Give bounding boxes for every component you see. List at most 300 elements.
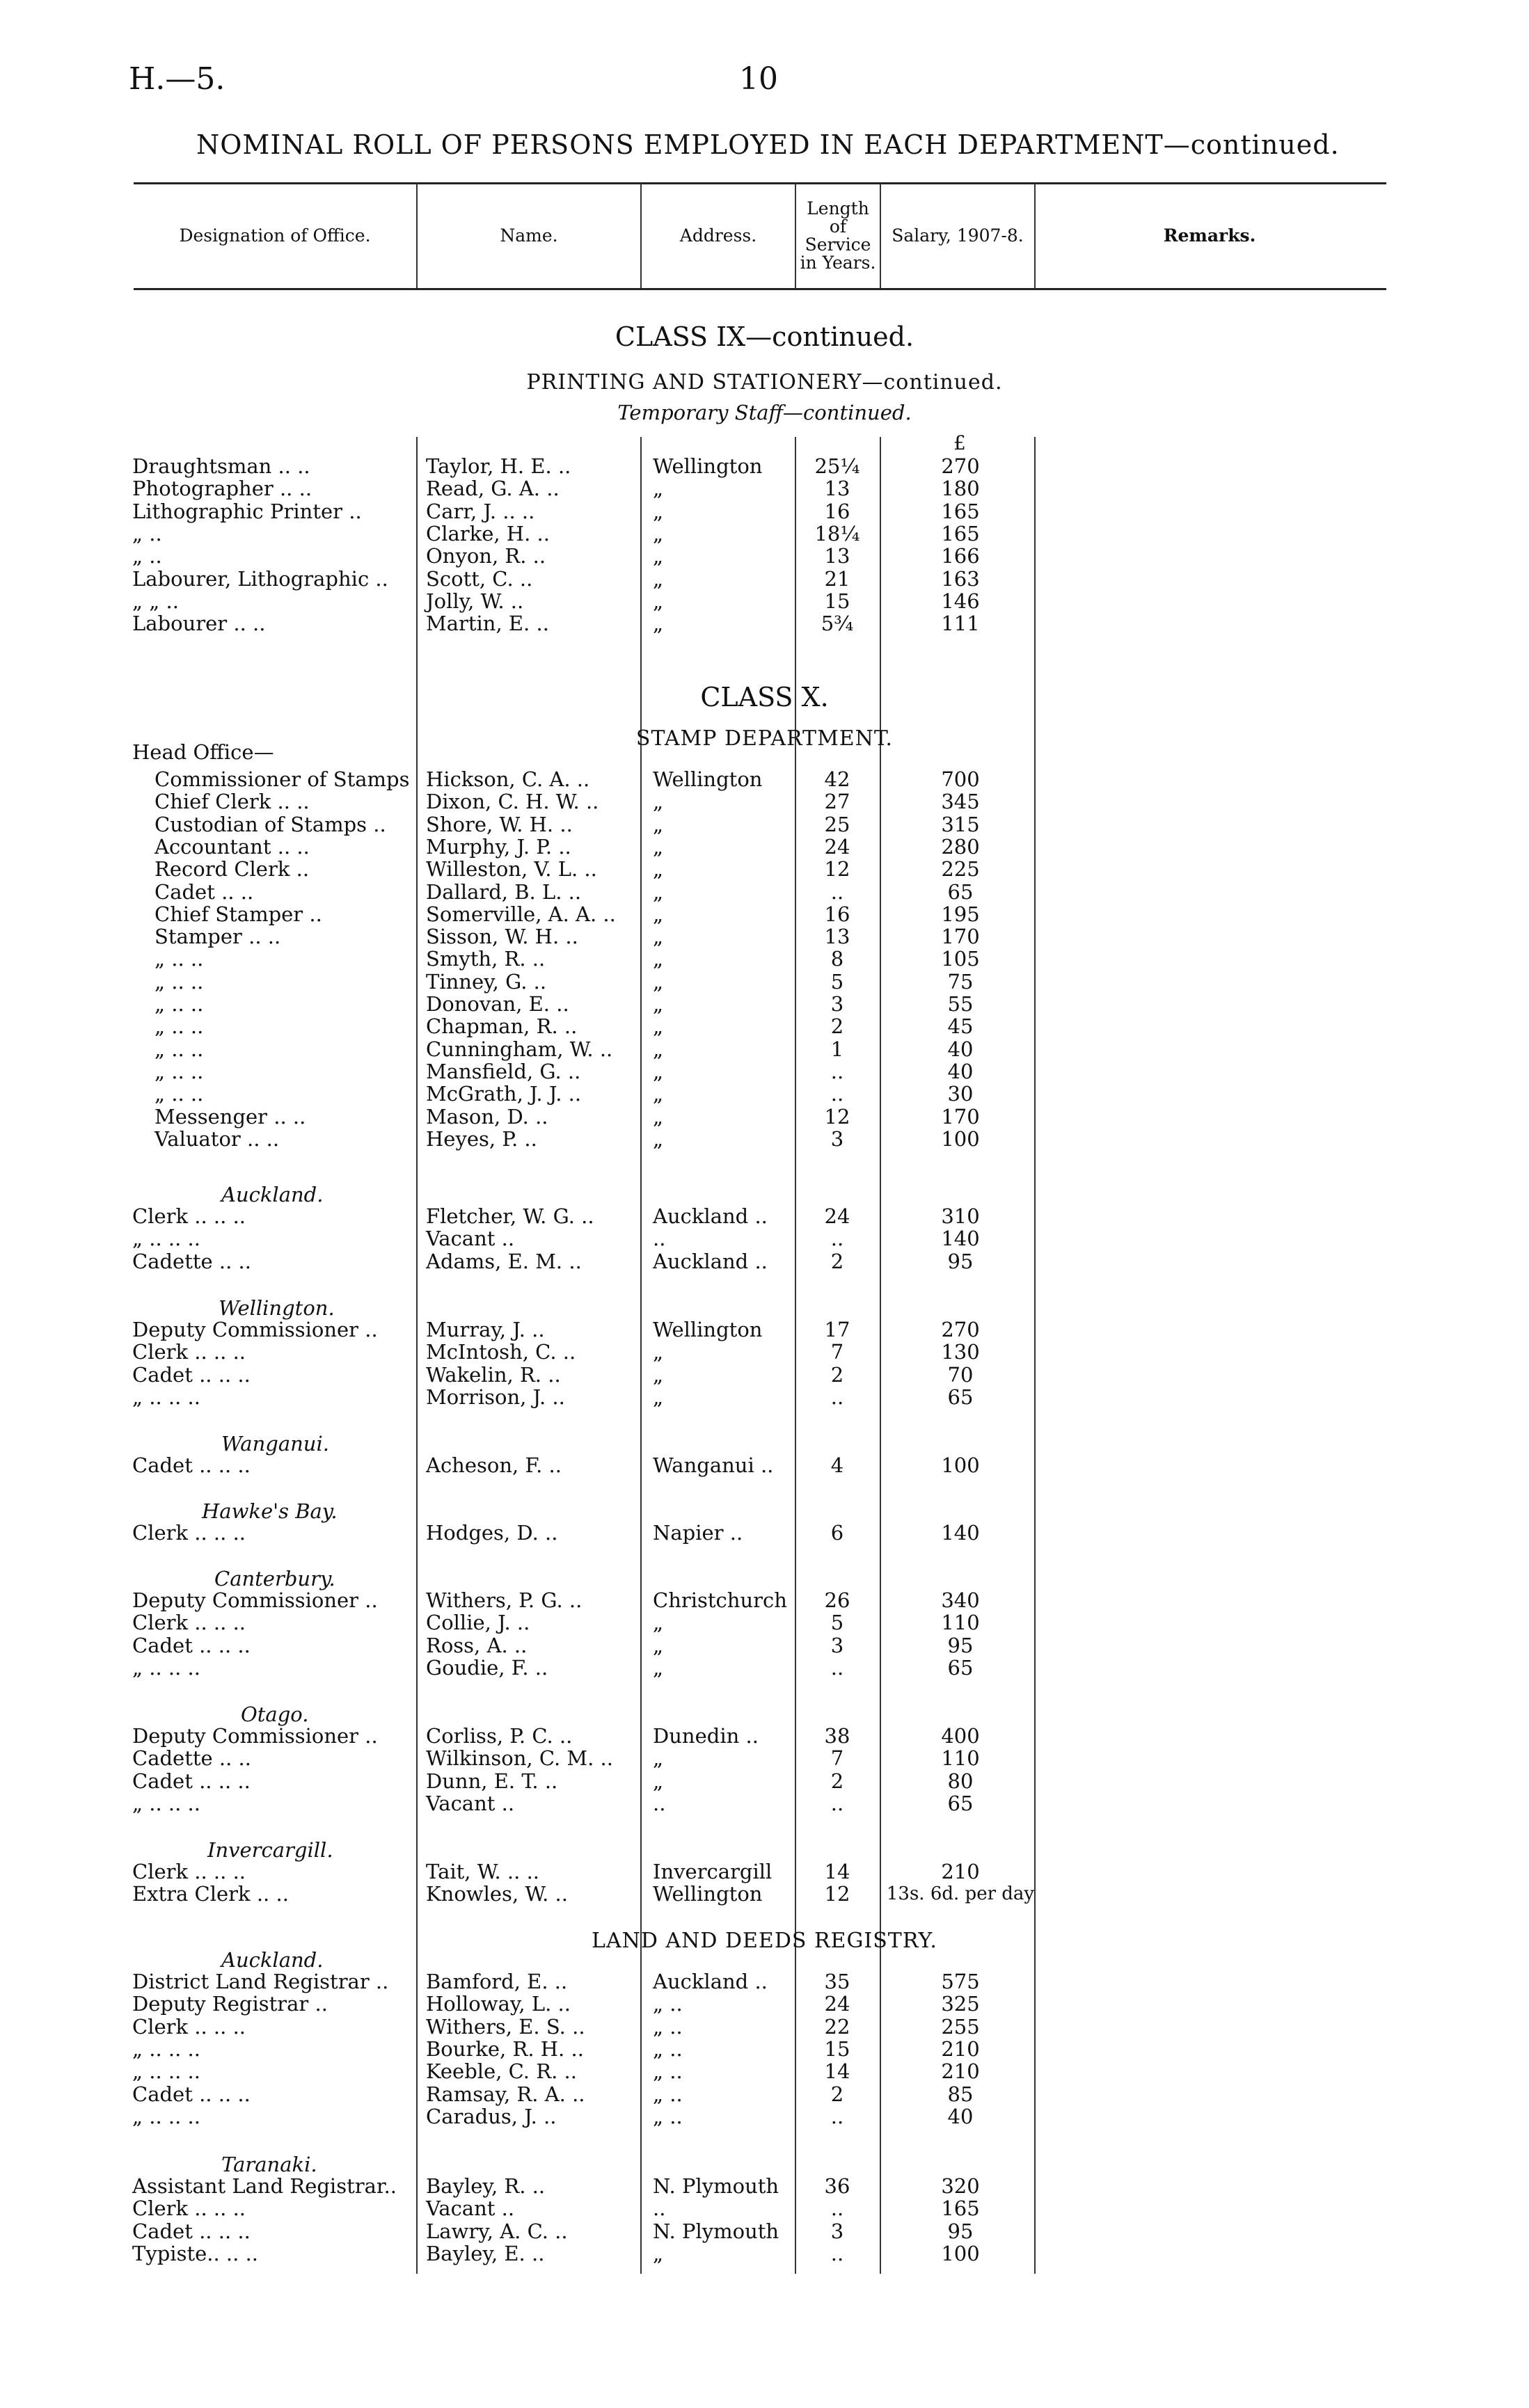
designation-cell: „ .. .. bbox=[155, 1059, 204, 1083]
address-cell: Wellington bbox=[653, 1318, 763, 1341]
designation-cell: Commissioner of Stamps bbox=[155, 767, 410, 791]
salary-cell: 85 bbox=[947, 2082, 974, 2106]
name-cell: Keeble, C. R. .. bbox=[426, 2059, 577, 2084]
designation-cell: „ .. .. bbox=[155, 969, 204, 994]
designation-cell: Clerk .. .. .. bbox=[132, 2196, 246, 2221]
address-cell: Wellington bbox=[653, 767, 763, 791]
designation-cell: Cadet .. .. .. bbox=[132, 1362, 251, 1387]
designation-cell: Clerk .. .. .. bbox=[132, 1204, 246, 1228]
table-row bbox=[0, 1318, 1529, 1341]
address-cell: „ bbox=[653, 879, 664, 904]
name-cell: Sisson, W. H. .. bbox=[426, 925, 578, 949]
address-cell: „ .. bbox=[653, 2014, 683, 2039]
service-years-cell: 14 bbox=[824, 2059, 850, 2084]
service-years-cell: 3 bbox=[830, 1633, 844, 1657]
table-row bbox=[0, 1993, 1529, 2015]
salary-cell: 575 bbox=[941, 1970, 980, 1993]
column-header-remarks: Remarks. bbox=[1163, 225, 1256, 246]
designation-cell: Cadet .. .. .. bbox=[132, 1453, 251, 1477]
designation-cell: Chief Stamper .. bbox=[155, 902, 322, 926]
name-cell: Vacant .. bbox=[426, 2196, 515, 2221]
designation-cell: Deputy Commissioner .. bbox=[132, 1588, 378, 1612]
name-cell: Scott, C. .. bbox=[426, 566, 533, 591]
service-years-cell: 15 bbox=[824, 589, 850, 613]
address-cell: .. bbox=[653, 2196, 666, 2221]
table-row bbox=[0, 2083, 1529, 2105]
address-cell: „ bbox=[653, 544, 664, 568]
designation-cell: Deputy Commissioner .. bbox=[132, 1724, 378, 1748]
name-cell: Martin, E. .. bbox=[426, 612, 549, 636]
service-years-cell: 13 bbox=[824, 925, 850, 949]
name-cell: Wakelin, R. .. bbox=[426, 1362, 561, 1387]
salary-cell: 340 bbox=[941, 1588, 980, 1612]
service-years-cell: 2 bbox=[830, 1362, 844, 1387]
table-row bbox=[0, 881, 1529, 903]
address-cell: N. Plymouth bbox=[653, 2219, 779, 2243]
salary-cell: 700 bbox=[941, 767, 980, 791]
designation-cell: Clerk .. .. .. bbox=[132, 1611, 246, 1635]
designation-cell: „ .. bbox=[132, 544, 162, 568]
name-cell: Hickson, C. A. .. bbox=[426, 767, 590, 791]
name-cell: McGrath, J. J. .. bbox=[426, 1082, 582, 1106]
service-years-cell: 7 bbox=[830, 1340, 844, 1364]
address-cell: „ bbox=[653, 969, 664, 994]
class-ix-heading: CLASS IX—continued. bbox=[615, 321, 914, 352]
service-years-cell: 27 bbox=[824, 790, 850, 814]
salary-cell: 345 bbox=[941, 790, 980, 814]
name-cell: Ramsay, R. A. .. bbox=[426, 2082, 585, 2106]
name-cell: Morrison, J. .. bbox=[426, 1385, 565, 1409]
salary-cell: 325 bbox=[941, 1992, 980, 2016]
service-years-cell: 4 bbox=[830, 1453, 844, 1477]
address-cell: Napier .. bbox=[653, 1521, 743, 1545]
address-cell: „ bbox=[653, 521, 664, 545]
table-row bbox=[0, 2038, 1529, 2060]
service-years-cell: .. bbox=[830, 2104, 844, 2128]
designation-cell: Extra Clerk .. .. bbox=[132, 1882, 289, 1906]
table-row bbox=[0, 1205, 1529, 1227]
class-x-heading: CLASS X. bbox=[700, 682, 829, 712]
service-years-cell: 14 bbox=[824, 1860, 850, 1883]
table-row bbox=[0, 1657, 1529, 1679]
address-cell: „ bbox=[653, 1655, 664, 1680]
designation-cell: „ .. .. .. bbox=[132, 2104, 200, 2128]
service-years-cell: .. bbox=[830, 2196, 844, 2221]
address-cell: „ bbox=[653, 566, 664, 591]
salary-cell: 210 bbox=[941, 2059, 980, 2084]
designation-cell: „ .. .. .. bbox=[132, 2036, 200, 2061]
designation-cell: „ .. .. .. bbox=[132, 1655, 200, 1680]
table-row bbox=[0, 1038, 1529, 1060]
salary-cell: 40 bbox=[947, 2104, 974, 2128]
designation-cell: Cadette .. .. bbox=[132, 1249, 251, 1273]
table-row bbox=[0, 858, 1529, 880]
table-row bbox=[0, 2175, 1529, 2197]
address-cell: „ bbox=[653, 612, 664, 636]
name-cell: Bayley, R. .. bbox=[426, 2174, 546, 2198]
address-cell: „ bbox=[653, 857, 664, 882]
service-years-cell: 2 bbox=[830, 1769, 844, 1793]
designation-cell: Stamper .. .. bbox=[155, 925, 281, 949]
table-row bbox=[0, 813, 1529, 836]
class-ix-staff-heading: Temporary Staff—continued. bbox=[617, 401, 912, 424]
address-cell: N. Plymouth bbox=[653, 2174, 779, 2198]
name-cell: Shore, W. H. .. bbox=[426, 812, 573, 836]
address-cell: Auckland .. bbox=[653, 1249, 768, 1273]
designation-cell: Lithographic Printer .. bbox=[132, 499, 362, 523]
service-years-cell: .. bbox=[830, 1385, 844, 1409]
table-row bbox=[0, 2016, 1529, 2038]
district-label-wanganui: Wanganui. bbox=[221, 1432, 329, 1456]
name-cell: Mason, D. .. bbox=[426, 1104, 548, 1129]
service-years-cell: 18¼ bbox=[814, 521, 860, 545]
designation-cell: Draughtsman .. .. bbox=[132, 454, 310, 478]
table-row bbox=[0, 1227, 1529, 1250]
name-cell: Caradus, J. .. bbox=[426, 2104, 557, 2128]
designation-cell: Assistant Land Registrar.. bbox=[132, 2174, 397, 2198]
address-cell: „ bbox=[653, 1082, 664, 1106]
designation-cell: Labourer .. .. bbox=[132, 612, 266, 636]
name-cell: Donovan, E. .. bbox=[426, 992, 569, 1016]
designation-cell: Cadette .. .. bbox=[132, 1746, 251, 1771]
address-cell: „ bbox=[653, 477, 664, 501]
salary-cell: 80 bbox=[947, 1769, 974, 1793]
name-cell: Taylor, H. E. .. bbox=[426, 454, 571, 478]
address-cell: „ bbox=[653, 1340, 664, 1364]
designation-cell: Cadet .. .. .. bbox=[132, 1633, 251, 1657]
currency-symbol: £ bbox=[953, 431, 966, 454]
service-years-cell: 21 bbox=[824, 566, 850, 591]
name-cell: Fletcher, W. G. .. bbox=[426, 1204, 594, 1228]
designation-cell: „ .. .. .. bbox=[132, 1791, 200, 1815]
salary-cell: 100 bbox=[941, 1126, 980, 1151]
table-row bbox=[0, 1634, 1529, 1657]
service-years-cell: 5 bbox=[830, 1611, 844, 1635]
service-years-cell: 26 bbox=[824, 1588, 850, 1612]
name-cell: Adams, E. M. .. bbox=[426, 1249, 582, 1273]
designation-cell: „ „ .. bbox=[132, 589, 179, 613]
district-label-taranaki: Taranaki. bbox=[221, 2153, 317, 2176]
table-row bbox=[0, 790, 1529, 813]
salary-cell: 111 bbox=[941, 612, 980, 636]
salary-cell: 400 bbox=[941, 1724, 980, 1748]
table-row bbox=[0, 993, 1529, 1015]
service-years-cell: 3 bbox=[830, 1126, 844, 1151]
address-cell: „ bbox=[653, 1059, 664, 1083]
address-cell: „ bbox=[653, 902, 664, 926]
service-years-cell: 13 bbox=[824, 477, 850, 501]
name-cell: Withers, P. G. .. bbox=[426, 1588, 583, 1612]
district-label-canterbury: Canterbury. bbox=[214, 1567, 335, 1590]
designation-cell: Cadet .. .. .. bbox=[132, 1769, 251, 1793]
address-cell: Wanganui .. bbox=[653, 1453, 774, 1477]
name-cell: Dallard, B. L. .. bbox=[426, 879, 582, 904]
salary-cell: 65 bbox=[947, 1791, 974, 1815]
designation-cell: Typiste.. .. .. bbox=[132, 2241, 259, 2265]
salary-cell: 165 bbox=[941, 2196, 980, 2221]
name-cell: Collie, J. .. bbox=[426, 1611, 530, 1635]
designation-cell: „ .. .. bbox=[155, 1082, 204, 1106]
name-cell: Chapman, R. .. bbox=[426, 1014, 578, 1039]
salary-cell: 280 bbox=[941, 834, 980, 859]
designation-cell: Cadet .. .. .. bbox=[132, 2219, 251, 2243]
designation-cell: Clerk .. .. .. bbox=[132, 2014, 246, 2039]
service-years-cell: 42 bbox=[824, 767, 850, 791]
designation-cell: „ .. .. .. bbox=[132, 1385, 200, 1409]
name-cell: Ross, A. .. bbox=[426, 1633, 528, 1657]
name-cell: Murray, J. .. bbox=[426, 1318, 545, 1341]
salary-cell: 75 bbox=[947, 969, 974, 994]
column-divider bbox=[795, 184, 796, 288]
service-years-cell: 3 bbox=[830, 992, 844, 1016]
salary-cell: 40 bbox=[947, 1037, 974, 1061]
name-cell: Bamford, E. .. bbox=[426, 1970, 568, 1993]
table-row bbox=[0, 1589, 1529, 1611]
address-cell: .. bbox=[653, 1791, 666, 1815]
service-years-cell: .. bbox=[830, 2241, 844, 2265]
salary-cell: 140 bbox=[941, 1227, 980, 1251]
table-row bbox=[0, 2197, 1529, 2219]
designation-cell: District Land Registrar .. bbox=[132, 1970, 389, 1993]
salary-cell: 320 bbox=[941, 2174, 980, 2198]
designation-cell: Clerk .. .. .. bbox=[132, 1860, 246, 1883]
designation-cell: „ .. .. .. bbox=[132, 2059, 200, 2084]
designation-cell: Cadet .. .. .. bbox=[132, 2082, 251, 2106]
table-row bbox=[0, 1747, 1529, 1769]
table-row bbox=[0, 1970, 1529, 1993]
salary-cell: 130 bbox=[941, 1340, 980, 1364]
salary-cell: 210 bbox=[941, 2036, 980, 2061]
table-row bbox=[0, 2060, 1529, 2082]
page-title: NOMINAL ROLL OF PERSONS EMPLOYED IN EACH DEPARTMENT—continued. bbox=[196, 129, 1340, 160]
name-cell: Acheson, F. .. bbox=[426, 1453, 562, 1477]
service-years-cell: 15 bbox=[824, 2036, 850, 2061]
table-row bbox=[0, 2242, 1529, 2265]
table-row bbox=[0, 1792, 1529, 1815]
table-row bbox=[0, 1725, 1529, 1747]
table-row bbox=[0, 523, 1529, 545]
table-row bbox=[0, 1341, 1529, 1363]
service-years-cell: 2 bbox=[830, 2082, 844, 2106]
name-cell: Tinney, G. .. bbox=[426, 969, 547, 994]
designation-cell: „ .. .. .. bbox=[132, 1227, 200, 1251]
designation-cell: Clerk .. .. .. bbox=[132, 1340, 246, 1364]
service-years-cell: 5 bbox=[830, 969, 844, 994]
address-cell: .. bbox=[653, 1227, 666, 1251]
name-cell: Bayley, E. .. bbox=[426, 2241, 545, 2265]
salary-cell: 315 bbox=[941, 812, 980, 836]
service-years-cell: .. bbox=[830, 879, 844, 904]
name-cell: Holloway, L. .. bbox=[426, 1992, 571, 2016]
name-cell: McIntosh, C. .. bbox=[426, 1340, 576, 1364]
service-years-cell: 24 bbox=[824, 834, 850, 859]
name-cell: Somerville, A. A. .. bbox=[426, 902, 616, 926]
salary-cell: 65 bbox=[947, 1385, 974, 1409]
page-number: 10 bbox=[739, 61, 778, 97]
salary-cell: 65 bbox=[947, 1655, 974, 1680]
column-divider bbox=[416, 184, 418, 288]
salary-cell: 165 bbox=[941, 499, 980, 523]
table-row bbox=[0, 1060, 1529, 1083]
salary-cell: 110 bbox=[941, 1611, 980, 1635]
column-header-name: Name. bbox=[500, 225, 558, 246]
address-cell: „ bbox=[653, 790, 664, 814]
salary-cell: 95 bbox=[947, 1633, 974, 1657]
address-cell: „ bbox=[653, 1385, 664, 1409]
column-header-length-of-service: Length of Service in Years. bbox=[800, 198, 876, 273]
name-cell: Murphy, J. P. .. bbox=[426, 834, 571, 859]
district-label-auckland: Auckland. bbox=[221, 1183, 324, 1206]
name-cell: Dunn, E. T. .. bbox=[426, 1769, 558, 1793]
designation-cell: „ .. .. bbox=[155, 1037, 204, 1061]
salary-cell: 210 bbox=[941, 1860, 980, 1883]
address-cell: Christchurch bbox=[653, 1588, 787, 1612]
salary-cell: 225 bbox=[941, 857, 980, 882]
district-label-otago: Otago. bbox=[241, 1703, 309, 1726]
table-row bbox=[0, 1770, 1529, 1792]
address-cell: „ bbox=[653, 1037, 664, 1061]
name-cell: Withers, E. S. .. bbox=[426, 2014, 585, 2039]
table-row bbox=[0, 1083, 1529, 1105]
service-years-cell: .. bbox=[830, 1791, 844, 1815]
service-years-cell: 12 bbox=[824, 857, 850, 882]
head-office-label: Head Office— bbox=[132, 740, 274, 764]
address-cell: „ bbox=[653, 1362, 664, 1387]
service-years-cell: 2 bbox=[830, 1249, 844, 1273]
service-years-cell: 16 bbox=[824, 902, 850, 926]
table-row bbox=[0, 925, 1529, 948]
designation-cell: Chief Clerk .. .. bbox=[155, 790, 310, 814]
address-cell: „ .. bbox=[653, 2036, 683, 2061]
table-row bbox=[0, 768, 1529, 790]
service-years-cell: 24 bbox=[824, 1992, 850, 2016]
salary-cell: 146 bbox=[941, 589, 980, 613]
table-row bbox=[0, 2105, 1529, 2128]
designation-cell: Custodian of Stamps .. bbox=[155, 812, 386, 836]
address-cell: Dunedin .. bbox=[653, 1724, 759, 1748]
designation-cell: Accountant .. .. bbox=[155, 834, 310, 859]
address-cell: Invercargill bbox=[653, 1860, 773, 1883]
name-cell: Tait, W. .. .. bbox=[426, 1860, 540, 1883]
salary-cell: 110 bbox=[941, 1746, 980, 1771]
address-cell: „ bbox=[653, 499, 664, 523]
service-years-cell: 6 bbox=[830, 1521, 844, 1545]
stamp-department-heading: STAMP DEPARTMENT. bbox=[635, 726, 894, 751]
address-cell: „ bbox=[653, 1014, 664, 1039]
designation-cell: Deputy Commissioner .. bbox=[132, 1318, 378, 1341]
address-cell: „ bbox=[653, 992, 664, 1016]
salary-cell: 40 bbox=[947, 1059, 974, 1083]
name-cell: Carr, J. .. .. bbox=[426, 499, 535, 523]
salary-cell: 100 bbox=[941, 1453, 980, 1477]
service-years-cell: 13 bbox=[824, 544, 850, 568]
address-cell: Auckland .. bbox=[653, 1204, 768, 1228]
table-row bbox=[0, 590, 1529, 612]
table-row bbox=[0, 1364, 1529, 1386]
designation-cell: „ .. bbox=[132, 521, 162, 545]
salary-cell: 95 bbox=[947, 2219, 974, 2243]
salary-cell: 65 bbox=[947, 879, 974, 904]
table-row bbox=[0, 903, 1529, 925]
service-years-cell: 5¾ bbox=[821, 612, 854, 636]
table-row bbox=[0, 948, 1529, 970]
service-years-cell: 2 bbox=[830, 1014, 844, 1039]
table-row bbox=[0, 2220, 1529, 2242]
salary-cell: 195 bbox=[941, 902, 980, 926]
service-years-cell: 22 bbox=[824, 2014, 850, 2039]
table-row bbox=[0, 1611, 1529, 1634]
name-cell: Willeston, V. L. .. bbox=[426, 857, 597, 882]
address-cell: Auckland .. bbox=[653, 1970, 768, 1993]
table-row bbox=[0, 1250, 1529, 1273]
address-cell: „ bbox=[653, 925, 664, 949]
designation-cell: Cadet .. .. bbox=[155, 879, 254, 904]
table-row bbox=[0, 477, 1529, 500]
salary-cell: 140 bbox=[941, 1521, 980, 1545]
land-deeds-heading: LAND AND DEEDS REGISTRY. bbox=[592, 1929, 937, 1953]
class-ix-department: PRINTING AND STATIONERY—continued. bbox=[526, 370, 1003, 394]
table-row bbox=[0, 612, 1529, 635]
service-years-cell: 12 bbox=[824, 1882, 850, 1906]
district-label-invercargill: Invercargill. bbox=[207, 1838, 333, 1862]
salary-cell: 45 bbox=[947, 1014, 974, 1039]
table-row bbox=[0, 568, 1529, 590]
document-reference: H.—5. bbox=[129, 61, 225, 97]
address-cell: „ bbox=[653, 1104, 664, 1129]
service-years-cell: 36 bbox=[824, 2174, 850, 2198]
table-row bbox=[0, 1386, 1529, 1408]
salary-cell: 180 bbox=[941, 477, 980, 501]
salary-cell: 163 bbox=[941, 566, 980, 591]
district-label-hawkes-bay: Hawke's Bay. bbox=[202, 1499, 338, 1523]
table-row bbox=[0, 500, 1529, 523]
salary-cell: 30 bbox=[947, 1082, 974, 1106]
salary-cell: 270 bbox=[941, 1318, 980, 1341]
name-cell: Smyth, R. .. bbox=[426, 947, 546, 971]
table-row bbox=[0, 1128, 1529, 1150]
name-cell: Onyon, R. .. bbox=[426, 544, 546, 568]
service-years-cell: .. bbox=[830, 1655, 844, 1680]
designation-cell: Valuator .. .. bbox=[155, 1126, 280, 1151]
table-row bbox=[0, 1015, 1529, 1037]
service-years-cell: 17 bbox=[824, 1318, 850, 1341]
name-cell: Vacant .. bbox=[426, 1791, 515, 1815]
table-row bbox=[0, 1860, 1529, 1883]
salary-cell: 13s. 6d. per day bbox=[886, 1883, 1035, 1905]
address-cell: Wellington bbox=[653, 454, 763, 478]
service-years-cell: 24 bbox=[824, 1204, 850, 1228]
salary-cell: 55 bbox=[947, 992, 974, 1016]
service-years-cell: .. bbox=[830, 1227, 844, 1251]
service-years-cell: 7 bbox=[830, 1746, 844, 1771]
salary-cell: 310 bbox=[941, 1204, 980, 1228]
service-years-cell: 38 bbox=[824, 1724, 850, 1748]
address-cell: „ bbox=[653, 1746, 664, 1771]
address-cell: Wellington bbox=[653, 1882, 763, 1906]
address-cell: „ .. bbox=[653, 1992, 683, 2016]
table-row bbox=[0, 836, 1529, 858]
service-years-cell: 1 bbox=[830, 1037, 844, 1061]
address-cell: „ bbox=[653, 812, 664, 836]
header-bottom-rule bbox=[134, 288, 1386, 290]
table-row bbox=[0, 971, 1529, 993]
name-cell: Heyes, P. .. bbox=[426, 1126, 537, 1151]
service-years-cell: 3 bbox=[830, 2219, 844, 2243]
service-years-cell: 25 bbox=[824, 812, 850, 836]
designation-cell: Photographer .. .. bbox=[132, 477, 312, 501]
salary-cell: 105 bbox=[941, 947, 980, 971]
name-cell: Goudie, F. .. bbox=[426, 1655, 548, 1680]
